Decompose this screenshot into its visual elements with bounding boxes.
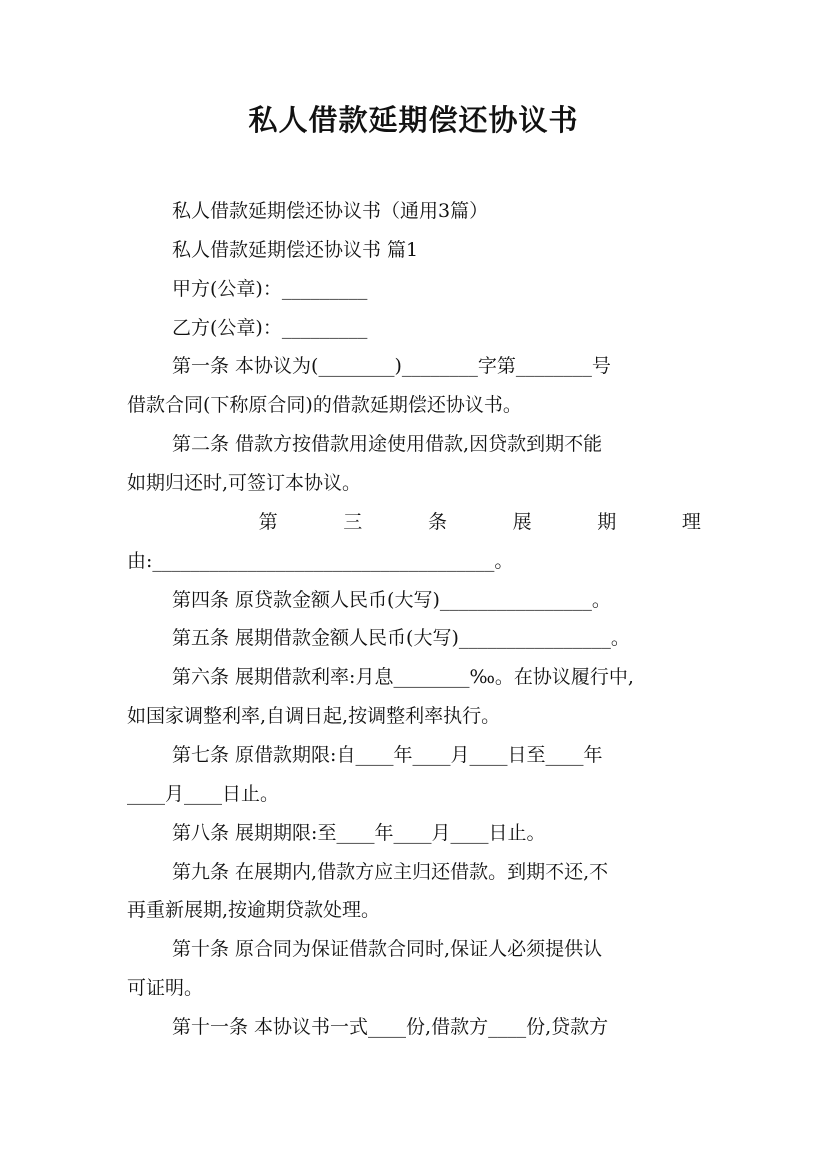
article-10-line-2: 可证明。: [127, 977, 204, 999]
article-3-char: 第: [258, 511, 278, 533]
article-10-line-1: 第十条 原合同为保证借款合同时,保证人必须提供认: [172, 938, 603, 960]
article-6-line-2: 如国家调整利率,自调日起,按调整利率执行。: [127, 705, 501, 727]
article-3-char: 理: [681, 511, 701, 533]
article-2-line-1: 第二条 借款方按借款用途使用借款,因贷款到期不能: [172, 433, 603, 455]
party-b-line: 乙方(公章)：_________: [172, 317, 368, 339]
article-4-line: 第四条 原贷款金额人民币(大写)________________。: [172, 589, 611, 611]
article-2-line-2: 如期归还时,可签订本协议。: [127, 472, 362, 494]
party-a-line: 甲方(公章)：_________: [172, 278, 368, 300]
article-1-line-2: 借款合同(下称原合同)的借款延期偿还协议书。: [127, 394, 522, 416]
article-9-line-1: 第九条 在展期内,借款方应主归还借款。到期不还,不: [172, 861, 609, 883]
article-9-line-2: 再重新展期,按逾期贷款处理。: [127, 899, 381, 921]
article-3-char: 三: [343, 511, 363, 533]
article-1-line-1: 第一条 本协议为(________)________字第________号: [172, 355, 611, 377]
section-heading: 私人借款延期偿还协议书 篇1: [172, 239, 419, 261]
article-3-char: 展: [512, 511, 532, 533]
article-5-line: 第五条 展期借款金额人民币(大写)________________。: [172, 627, 630, 649]
document-title: 私人借款延期偿还协议书: [248, 103, 579, 137]
article-7-line-2: ____月____日止。: [127, 783, 280, 805]
article-3-char: 条: [427, 511, 447, 533]
article-6-line-1: 第六条 展期借款利率:月息________‰。在协议履行中,: [172, 666, 634, 688]
article-3-line-1: [127, 510, 701, 534]
article-11-line-1: 第十一条 本协议书一式____份,借款方____份,贷款方: [172, 1016, 609, 1038]
article-3-line-2: 由:____________________________________。: [127, 550, 514, 572]
subtitle-line: 私人借款延期偿还协议书（通用3篇）: [172, 200, 489, 222]
article-3-char: 期: [597, 511, 617, 533]
article-7-line-1: 第七条 原借款期限:自____年____月____日至____年: [172, 744, 603, 766]
article-8-line: 第八条 展期期限:至____年____月____日止。: [172, 822, 546, 844]
